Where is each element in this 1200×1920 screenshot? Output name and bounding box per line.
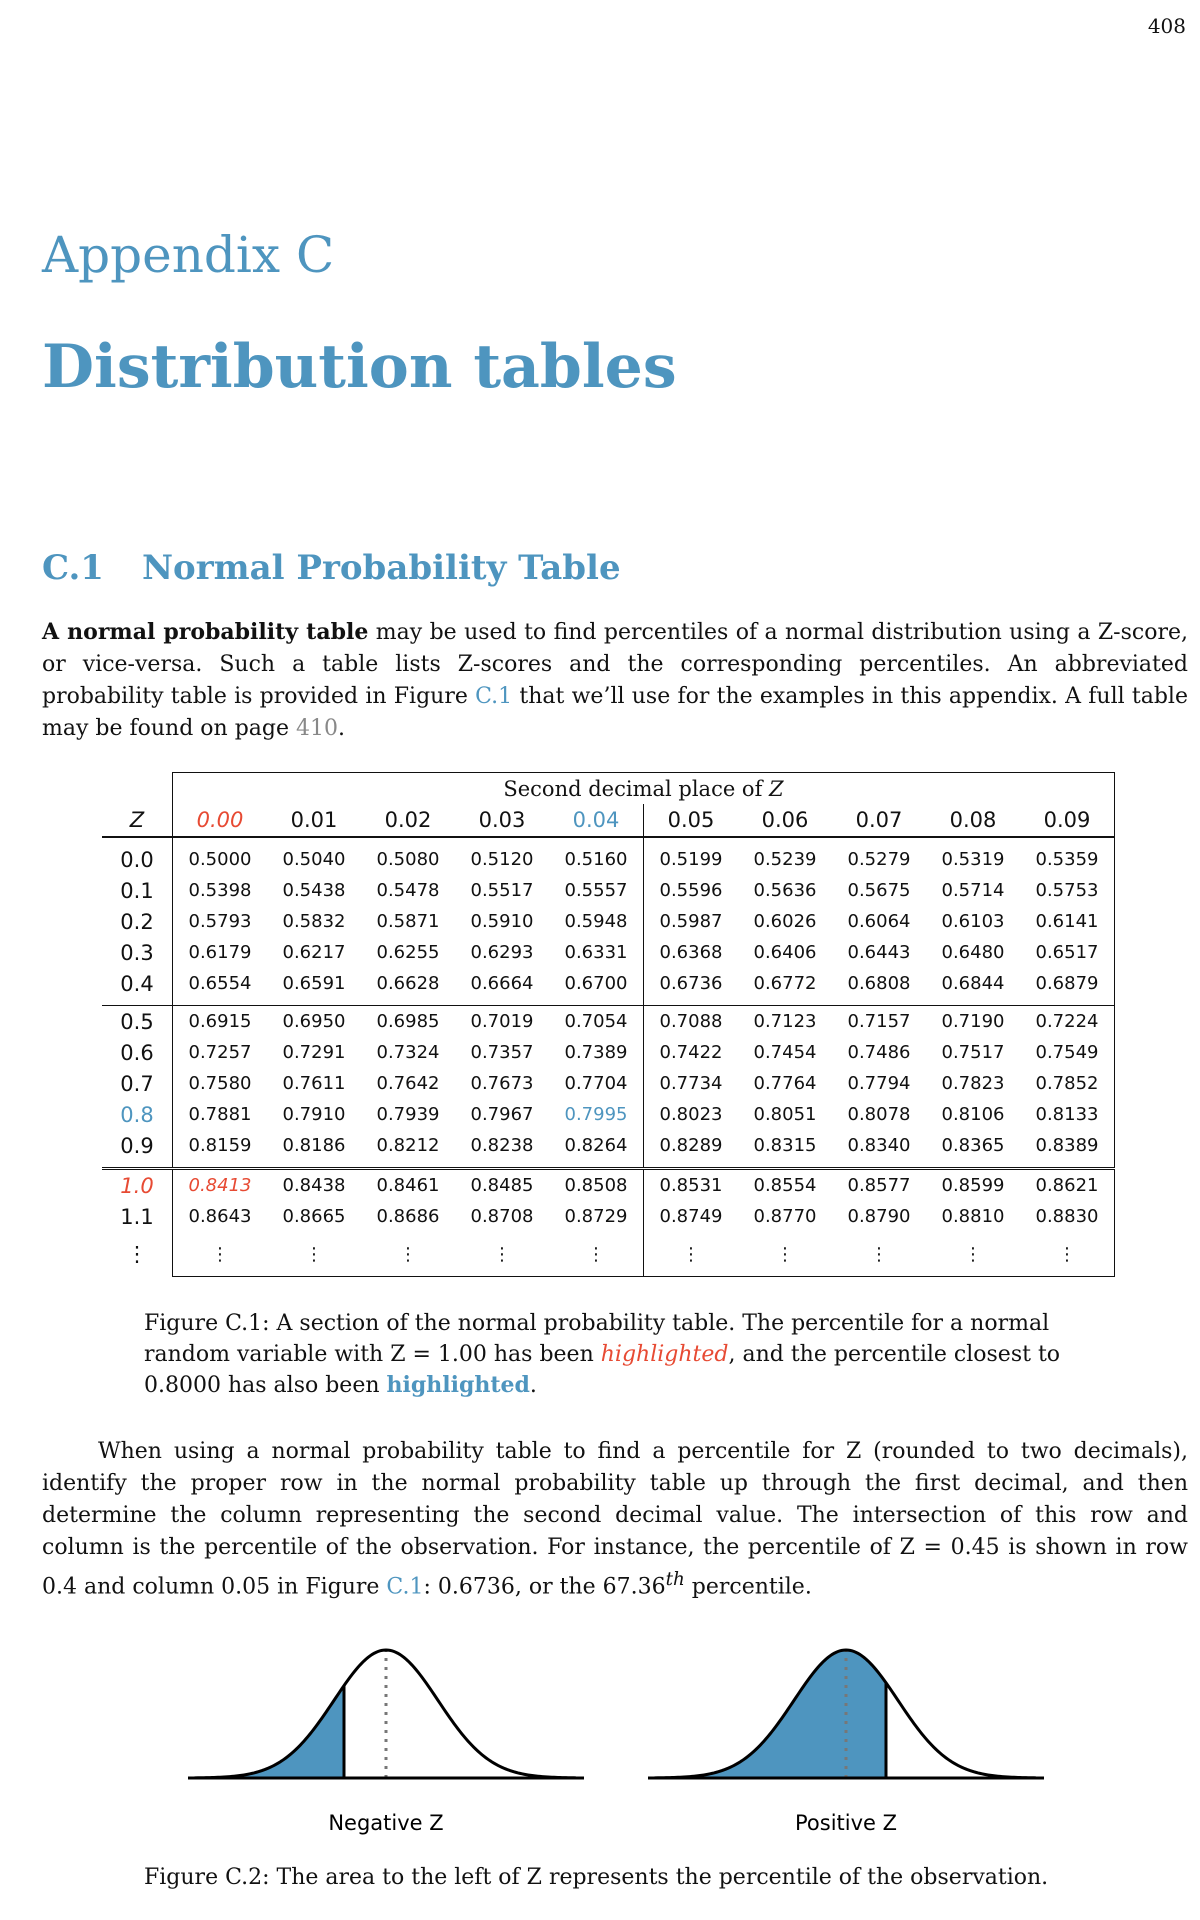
table-cell: 0.6879 [1020,968,1115,999]
row-header-z: 0.0 [120,847,154,872]
table-cell: 0.5160 [564,849,628,870]
table-cell: 0.8643 [173,1201,268,1232]
table-cell: 0.5636 [753,880,817,901]
ellipsis-cell: ⋮ [455,1232,549,1277]
caption-text: Figure C.1: A section of the normal probability table. The percentile for a normal random variable with Z = 1.00 has been [144,1311,1050,1367]
positive-z-curve [648,1650,1044,1778]
figure-ref-link[interactable]: C.1 [475,684,513,709]
table-cell: 0.5871 [376,911,440,932]
table-cell: 0.5557 [564,880,628,901]
table-cell: 0.5517 [470,880,534,901]
table-row [102,875,1115,906]
appendix-label: Appendix C [42,226,335,284]
column-header-0.00: 0.00 [173,804,268,837]
table-cell: 0.7611 [282,1073,346,1094]
table-row [102,1068,1115,1099]
table-cell: 0.6141 [1020,906,1115,937]
table-cell: 0.6064 [847,911,911,932]
caption-red-highlight: highlighted [600,1342,729,1367]
table-cell: 0.5000 [173,844,268,875]
table-cell: 0.6554 [173,968,268,999]
table-cell: 0.7794 [847,1073,911,1094]
table-cell: 0.8023 [644,1099,739,1130]
row-header-z: 1.0 [102,1169,173,1202]
table-cell: 0.5832 [282,911,346,932]
negative-z-curve [188,1650,584,1778]
table-cell: 0.7190 [926,1006,1020,1038]
table-cell: 0.7852 [1020,1068,1115,1099]
table-cell: 0.8340 [847,1135,911,1156]
figure1-caption [144,1308,1094,1401]
table-cell: 0.7967 [470,1104,534,1125]
row-header-z: 0.7 [120,1071,154,1096]
table-cell: 0.6480 [941,942,1005,963]
column-header-0.06: 0.06 [738,804,832,837]
table-row [102,1037,1115,1068]
table-cell: 0.8133 [1020,1099,1115,1130]
table-header-title: Second decimal place of Z [173,773,1115,805]
table-cell: 0.8729 [564,1206,628,1227]
section-number: C.1 [42,548,104,588]
table-cell: 0.6406 [753,942,817,963]
row-header-z: 0.6 [120,1040,154,1065]
z-header: Z [102,804,173,837]
table-cell: 0.6985 [361,1006,455,1038]
table-row [102,1130,1115,1161]
shaded-area [656,1650,886,1778]
table-cell: 0.8770 [753,1206,817,1227]
table-corner [102,773,173,805]
column-header-row [102,804,1115,837]
table-cell: 0.8686 [376,1206,440,1227]
table-row [102,1006,1115,1038]
table-cell: 0.8365 [941,1135,1005,1156]
table-cell: 0.5199 [644,844,739,875]
intro-text: that we’ll use for the examples in this appendix. A full table may be found on page [42,684,1188,741]
table-cell: 0.8621 [1020,1169,1115,1202]
intro-text: may be used to find percentiles of a normal distribution using a Z-score, or vice-versa. Such a table lists Z-scores and the corresponding percentiles. An abbreviated probability table is provided in Figure [42,620,1188,709]
table-cell: 0.7995 [564,1104,628,1125]
ellipsis-cell: ⋮ [549,1232,644,1277]
table-cell: 0.8051 [753,1104,817,1125]
table-cell: 0.6368 [644,937,739,968]
table-cell: 0.7734 [644,1068,739,1099]
table-row [102,1201,1115,1232]
table-cell: 0.7549 [1020,1037,1115,1068]
table-cell: 0.8810 [941,1206,1005,1227]
table-cell: 0.7823 [941,1073,1005,1094]
table-cell: 0.8389 [1020,1130,1115,1161]
table-cell: 0.7019 [455,1006,549,1038]
ellipsis-cell: ⋮ [926,1232,1020,1277]
table-cell: 0.6950 [267,1006,361,1038]
table-cell: 0.7389 [564,1042,628,1063]
table-cell: 0.5080 [376,849,440,870]
row-header-z: 0.3 [120,940,154,965]
table-cell: 0.6736 [644,968,739,999]
column-header-0.05: 0.05 [644,804,739,837]
table-cell: 0.6443 [847,942,911,963]
table-cell: 0.8790 [847,1206,911,1227]
ellipsis-cell: ⋮ [832,1232,926,1277]
column-header-0.01: 0.01 [267,804,361,837]
table-cell: 0.7517 [941,1042,1005,1063]
table-cell: 0.5239 [753,849,817,870]
ellipsis-cell: ⋮ [1020,1232,1115,1277]
table-body [102,837,1115,1277]
table-cell: 0.5398 [173,875,268,906]
table-cell: 0.8289 [644,1130,739,1161]
table-cell: 0.8599 [926,1169,1020,1202]
ellipsis-cell: ⋮ [738,1232,832,1277]
table-cell: 0.6217 [282,942,346,963]
row-header-z: 0.9 [120,1133,154,1158]
table-cell: 0.8438 [267,1169,361,1202]
ellipsis-row [102,1232,1115,1277]
table-cell: 0.6915 [173,1006,268,1038]
table-cell: 0.6517 [1020,937,1115,968]
intro-paragraph [42,616,1188,745]
table-cell: 0.8238 [470,1135,534,1156]
table-cell: 0.7157 [832,1006,926,1038]
table-cell: 0.6255 [376,942,440,963]
table-row [102,1099,1115,1130]
table-cell: 0.7422 [644,1037,739,1068]
table-cell: 0.6103 [941,911,1005,932]
intro-text: . [338,716,345,741]
caption-text: . [529,1373,537,1398]
explanation-paragraph [42,1436,1188,1603]
table-cell: 0.8830 [1020,1201,1115,1232]
row-header-z: 0.2 [120,909,154,934]
row-header-z: 0.1 [120,878,154,903]
table-cell: 0.8485 [455,1169,549,1202]
table-cell: 0.7704 [564,1073,628,1094]
table-cell: 0.8749 [644,1201,739,1232]
shaded-area [196,1686,344,1778]
table-cell: 0.5948 [564,911,628,932]
row-header-z: 1.1 [120,1204,154,1229]
ordinal-suffix: th [665,1569,685,1590]
table-cell: 0.5319 [941,849,1005,870]
table-cell: 0.8159 [173,1130,268,1161]
row-header-z: 0.8 [120,1102,154,1127]
table-cell: 0.6026 [753,911,817,932]
table-cell: 0.8078 [847,1104,911,1125]
column-header-0.02: 0.02 [361,804,455,837]
column-header-0.08: 0.08 [926,804,1020,837]
table-row [102,844,1115,875]
table-cell: 0.8413 [173,1169,268,1202]
table-cell: 0.8106 [941,1104,1005,1125]
column-header-0.04: 0.04 [549,804,644,837]
normal-probability-table [102,772,1115,1277]
table-cell: 0.7764 [753,1073,817,1094]
ellipsis-cell: ⋮ [126,1242,148,1267]
table-cell: 0.5596 [644,875,739,906]
table-cell: 0.8315 [753,1135,817,1156]
table-cell: 0.6808 [847,973,911,994]
page-ref-link[interactable]: 410 [296,716,338,741]
table-row [102,968,1115,999]
table-cell: 0.7123 [738,1006,832,1038]
caption-text: , and the percentile closest to 0.8000 has also been [144,1342,1061,1398]
table-cell: 0.7673 [470,1073,534,1094]
table-cell: 0.6628 [376,973,440,994]
normal-curves-figure [0,1630,1200,1850]
table-cell: 0.5438 [282,880,346,901]
section-title-text: Normal Probability Table [141,548,621,588]
table-cell: 0.5675 [847,880,911,901]
ellipsis-cell: ⋮ [173,1232,268,1277]
column-header-0.07: 0.07 [832,804,926,837]
page-number: 408 [1147,14,1186,38]
table-cell: 0.8212 [376,1135,440,1156]
negative-z-label: Negative Z [328,1811,444,1835]
table-cell: 0.6772 [753,973,817,994]
paragraph-text: : 0.6736, or the 67.36 [423,1574,666,1600]
table-cell: 0.8708 [470,1206,534,1227]
table-cell: 0.7257 [173,1037,268,1068]
table-cell: 0.5040 [282,849,346,870]
table-cell: 0.8531 [644,1169,739,1202]
table-cell: 0.6293 [470,942,534,963]
table-cell: 0.7910 [282,1104,346,1125]
ellipsis-cell: ⋮ [267,1232,361,1277]
paragraph-text: percentile. [684,1574,812,1600]
positive-z-label: Positive Z [794,1811,898,1835]
intro-bold-term: A normal probability table [42,619,369,645]
chapter-title: Distribution tables [42,332,677,402]
table-cell: 0.5793 [173,906,268,937]
paragraph-text: When using a normal probability table to find a percentile for Z (rounded to two decimals), identify the proper row in the normal probability table up through the first decimal, and then determine the column representing the second decimal value. The intersection of this row and column is the percentile of the observation. For instance, the percentile of Z = 0.45 is shown in row 0.4 and column 0.05 in Figure [42,1439,1188,1600]
figure-ref-link[interactable]: C.1 [386,1574,424,1600]
table-cell: 0.8665 [282,1206,346,1227]
table-cell: 0.5120 [470,849,534,870]
table-cell: 0.6664 [470,973,534,994]
table-cell: 0.7486 [847,1042,911,1063]
table-row [102,937,1115,968]
table-cell: 0.7054 [549,1006,644,1038]
table-cell: 0.7324 [376,1042,440,1063]
table-cell: 0.7088 [644,1006,739,1038]
table-cell: 0.8508 [549,1169,644,1202]
table-cell: 0.7224 [1020,1006,1115,1038]
table-cell: 0.6844 [941,973,1005,994]
table-cell: 0.6591 [282,973,346,994]
table-row [102,906,1115,937]
table-cell: 0.7580 [173,1068,268,1099]
table-cell: 0.7939 [376,1104,440,1125]
table-cell: 0.8554 [738,1169,832,1202]
ellipsis-cell: ⋮ [361,1232,455,1277]
table-cell: 0.6700 [564,973,628,994]
table-cell: 0.5478 [376,880,440,901]
row-header-z: 0.4 [120,971,154,996]
table-cell: 0.7642 [376,1073,440,1094]
table-cell: 0.8461 [361,1169,455,1202]
table-cell: 0.5714 [941,880,1005,901]
table-cell: 0.7454 [753,1042,817,1063]
table-cell: 0.5910 [470,911,534,932]
table-cell: 0.5753 [1020,875,1115,906]
table-cell: 0.6331 [564,942,628,963]
table-cell: 0.8577 [832,1169,926,1202]
column-header-0.03: 0.03 [455,804,549,837]
table-cell: 0.8264 [564,1135,628,1156]
table-cell: 0.7357 [470,1042,534,1063]
section-title [42,548,621,588]
column-header-0.09: 0.09 [1020,804,1115,837]
table-cell: 0.7881 [173,1099,268,1130]
table-cell: 0.5359 [1020,844,1115,875]
table-cell: 0.5987 [644,906,739,937]
table-row [102,1169,1115,1202]
ellipsis-cell: ⋮ [644,1232,739,1277]
table-cell: 0.5279 [847,849,911,870]
figure2-caption: Figure C.2: The area to the left of Z represents the percentile of the observation. [144,1865,1049,1890]
caption-blue-highlight: highlighted [386,1372,530,1398]
table-cell: 0.6179 [173,937,268,968]
row-header-z: 0.5 [102,1006,173,1038]
table-cell: 0.7291 [282,1042,346,1063]
table-cell: 0.8186 [282,1135,346,1156]
